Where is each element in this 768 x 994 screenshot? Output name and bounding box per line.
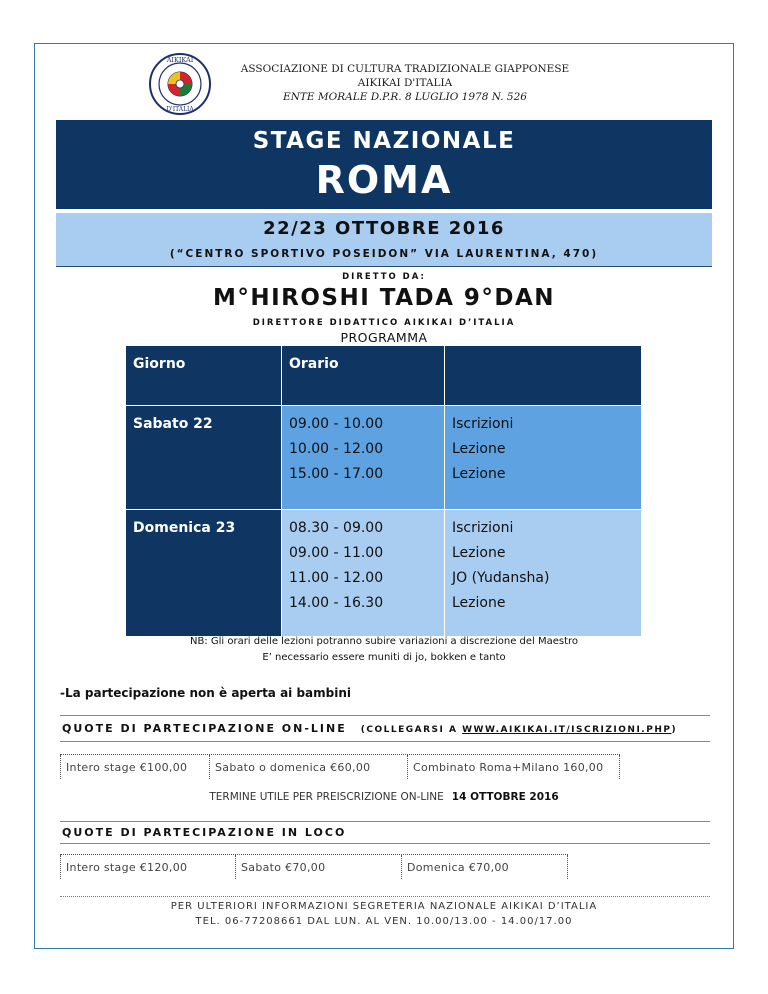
event-venue: (“CENTRO SPORTIVO POSEIDON” VIA LAURENTINA, 470) [169,248,599,260]
day-cell: Sabato 22 [126,406,282,510]
divider [60,741,710,742]
association-sub: AIKIKAI D'ITALIA [357,77,453,89]
program-title: PROGRAMMA [340,330,428,345]
svg-text:D'ITALIA: D'ITALIA [166,106,194,113]
online-fees-title: QUOTE DI PARTECIPAZIONE ON-LINE (COLLEGARSI A WWW.AIKIKAI.IT/ISCRIZIONI.PHP) [62,722,678,735]
onsite-fees-row [60,854,568,875]
header-time: Orario [282,346,445,406]
online-fees-row [60,754,620,775]
note-line: NB: Gli orari delle lezioni potranno subire variazioni a discrezione del Maestro [189,636,579,647]
time-cell: 08.30 - 09.00 09.00 - 11.00 11.00 - 12.00 14.00 - 16.30 [282,510,445,637]
event-title: STAGE NAZIONALE [252,128,516,154]
fee-cell: Domenica €70,00 [402,855,568,879]
onsite-fees-title: QUOTE DI PARTECIPAZIONE IN LOCO [62,826,347,839]
registration-link[interactable]: WWW.AIKIKAI.IT/ISCRIZIONI.PHP [462,725,672,735]
svg-text:AIKIKAI: AIKIKAI [166,56,194,64]
fee-cell: Sabato o domenica €60,00 [210,755,408,779]
time-cell: 09.00 - 10.00 10.00 - 12.00 15.00 - 17.00 [282,406,445,510]
day-cell: Domenica 23 [126,510,282,637]
header-day: Giorno [126,346,282,406]
note-line: E’ necessario essere muniti di jo, bokken e tanto [262,652,506,663]
activity-cell: Iscrizioni Lezione Lezione [445,406,642,510]
association-header [230,62,580,104]
preregistration-deadline: TERMINE UTILE PER PREISCRIZIONE ON-LINE 14 OTTOBRE 2016 [209,791,559,803]
table-row [126,510,642,637]
contact-line: PER ULTERIORI INFORMAZIONI SEGRETERIA NAZIONALE AIKIKAI D’ITALIA [170,901,598,912]
title-banner [56,120,712,209]
divider [60,821,710,822]
fee-cell: Combinato Roma+Milano 160,00 [408,755,620,779]
divider [60,896,710,897]
aikikai-logo [148,52,212,116]
no-children-notice: -La partecipazione non è aperta ai bambini [60,686,352,700]
schedule-notes [0,634,768,666]
divider [60,843,710,844]
fee-cell: Intero stage €120,00 [60,855,236,879]
contact-info [0,899,768,929]
teacher-role: DIRETTORE DIDATTICO AIKIKAI D’ITALIA [252,318,516,328]
date-band [56,213,712,267]
table-row [126,406,642,510]
deadline-date: 14 OTTOBRE 2016 [451,791,559,803]
program-table [125,345,642,637]
association-decree: ENTE MORALE D.P.R. 8 LUGLIO 1978 N. 526 [283,91,527,103]
event-dates: 22/23 OTTOBRE 2016 [263,218,505,239]
header-activity [445,346,642,406]
fee-cell: Sabato €70,00 [236,855,402,879]
divider [60,715,710,716]
association-name: ASSOCIAZIONE DI CULTURA TRADIZIONALE GIAPPONESE [240,63,570,75]
contact-phone: TEL. 06-77208661 DAL LUN. AL VEN. 10.00/13.00 - 14.00/17.00 [195,916,573,927]
fee-cell: Intero stage €100,00 [60,755,210,779]
teacher-name: M°HIROSHI TADA 9°DAN [212,285,556,311]
event-city: ROMA [315,158,453,202]
activity-cell: Iscrizioni Lezione JO (Yudansha) Lezione [445,510,642,637]
directed-by-label: DIRETTO DA: [342,272,426,282]
program-header-row [126,346,642,406]
